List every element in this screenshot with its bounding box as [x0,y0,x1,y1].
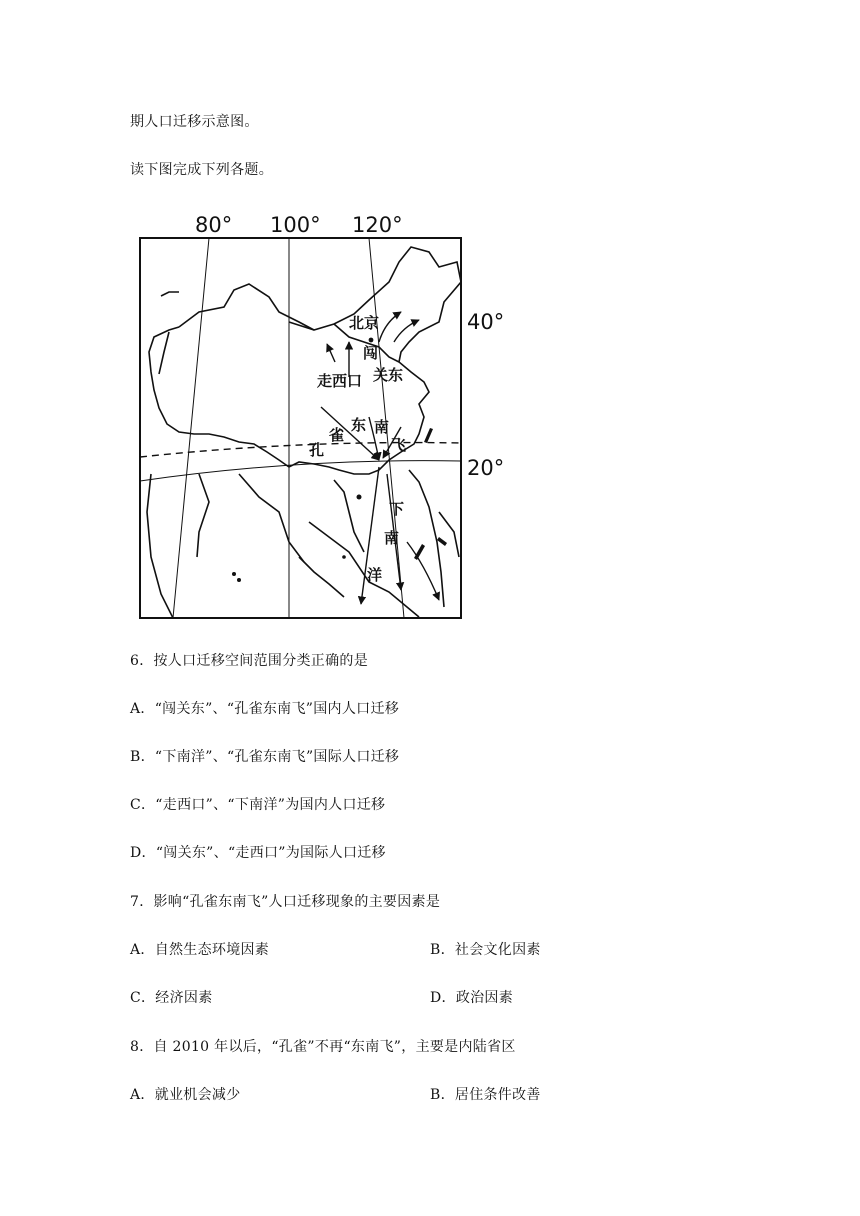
question-6-option-d: D．“闯关东”、“走西口”为国际人口迁移 [130,845,386,861]
longitude-lines [173,238,404,618]
question-8-stem: 8．自 2010 年以后，“孔雀”不再“东南飞”，主要是内陆省区 [130,1039,516,1055]
label-dong: 东 [351,416,367,434]
label-yang: 洋 [367,566,383,584]
question-7-option-a: A．自然生态环境因素 [130,942,270,958]
lon-label-80: 80° [195,213,233,237]
beijing-dot [369,338,374,343]
lon-label-100: 100° [270,213,321,237]
label-xia: 下 [389,500,405,518]
intro-line-2: 读下图完成下列各题。 [130,162,273,178]
question-6-option-b: B．“下南洋”、“孔雀东南飞”国际人口迁移 [130,749,400,765]
population-migration-map [139,212,511,622]
label-guandong: 关东 [373,366,404,384]
lat-label-20: 20° [467,456,505,480]
question-7-option-c: C．经济因素 [130,990,213,1006]
question-7-option-b: B．社会文化因素 [430,942,541,958]
xia-nanyang-arrow-3 [407,542,439,600]
latitude-labels [467,310,504,480]
label-que: 雀 [329,426,345,444]
label-fei: 飞 [391,436,407,454]
label-beijing: 北京 [349,314,380,332]
question-6-option-c: C．“走西口”、“下南洋”为国内人口迁移 [130,797,386,813]
place-labels [309,314,407,584]
chuang-guandong-arrow-2 [394,320,419,342]
question-7-option-d: D．政治因素 [430,990,514,1006]
longitude-labels [195,213,403,237]
label-kong: 孔 [309,441,325,459]
question-6-option-a: A．“闯关东”、“孔雀东南飞”国内人口迁移 [130,701,400,717]
lat-label-40: 40° [467,310,505,334]
label-chuang: 闯 [363,344,379,362]
intro-line-1: 期人口迁移示意图。 [130,114,259,130]
question-7-stem: 7．影响“孔雀东南飞”人口迁移现象的主要因素是 [130,894,441,910]
question-8-option-b: B．居住条件改善 [430,1087,541,1103]
label-nan-2: 南 [384,529,400,547]
coastline-borders [147,247,461,618]
question-8-option-a: A．就业机会减少 [130,1087,241,1103]
lon-label-120: 120° [352,213,403,237]
zou-xikou-arrow-2 [327,344,335,362]
question-6-stem: 6．按人口迁移空间范围分类正确的是 [130,653,369,669]
label-nan: 南 [374,418,390,436]
map-frame [140,238,461,618]
label-zou-xikou: 走西口 [317,372,363,390]
